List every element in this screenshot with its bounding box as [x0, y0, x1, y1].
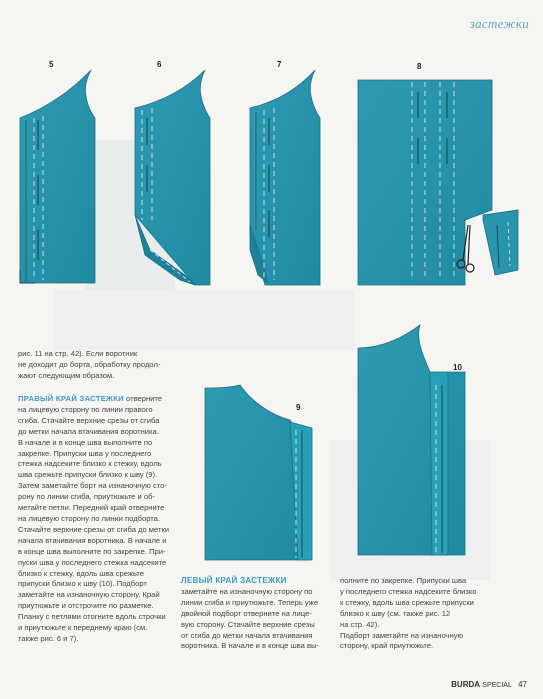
text-line: сторону, край приутюжьте.: [340, 641, 434, 651]
text-line: стежка надсеките близко к стежку, вдоль: [18, 459, 162, 469]
text-line: к стежку, вдоль шва срежьте припуски: [340, 597, 474, 607]
figure-8-drawing: [358, 80, 518, 285]
text-line: на лицевую сторону по линии подборта.: [18, 513, 160, 523]
right-closure-heading: ПРАВЫЙ КРАЙ ЗАСТЕЖКИ: [18, 394, 124, 403]
text-line: в конце шва выполните по закрепке. При-: [18, 546, 166, 556]
intro-text: [18, 349, 178, 382]
text-line: не доходит до борта, обработку продол-: [18, 359, 161, 369]
section-title: застежки: [469, 16, 529, 31]
left-closure-heading: ЛЕВЫЙ КРАЙ ЗАСТЕЖКИ: [181, 576, 287, 585]
text-line: вую сторону. Стачайте верхние срезы: [181, 619, 315, 629]
figure-6-label: 6: [157, 60, 162, 69]
figure-10-drawing: [358, 325, 465, 555]
text-line: линии сгиба и приутюжьте. Теперь уже: [181, 597, 319, 607]
figure-7-drawing: [250, 70, 320, 285]
text-line: от сгиба до метки начала втачивания: [181, 630, 313, 640]
left-closure-section: [181, 576, 341, 652]
text-line: близко к стежку, вдоль шва срежьте: [18, 568, 144, 578]
text-line: жают следующим образом.: [18, 370, 115, 380]
text-line: близко к шву (см. также рис. 12: [340, 608, 451, 618]
text-line: шва срежьте припуски близко к шву (9).: [18, 470, 158, 480]
page-footer: [451, 680, 527, 689]
figure-6-drawing: [135, 70, 210, 285]
text-line: полните по закрепке. Припуски шва: [340, 576, 467, 585]
figure-7-label: 7: [277, 60, 282, 69]
text-line: В начале и в конце шва выполните по: [18, 437, 153, 447]
text-line: ПРАВЫЙ КРАЙ ЗАСТЕЖКИ отверните: [18, 394, 163, 403]
figure-5-drawing: [20, 70, 95, 283]
text-line: воротника. В начале и в конце шва вы-: [181, 641, 319, 651]
text-line: пуски шва у последнего стежка надсеките: [18, 557, 167, 567]
text-line: Подборт заметайте на изнаночную: [340, 630, 464, 640]
text-line: закрепке. Припуски шва у последнего: [18, 448, 152, 458]
text-line: на стр. 42).: [340, 619, 380, 629]
text-line: двойной подборт отверните на лице-: [181, 608, 312, 618]
page-number: 47: [518, 680, 527, 689]
text-line: Затем заметайте борт на изнаночную сто-: [18, 481, 167, 491]
continued-text: [340, 576, 510, 652]
text-line: заметайте на изнаночную сторону. Край: [18, 590, 160, 600]
figure-10-label: 10: [453, 363, 462, 372]
text-line: приутюжьте и отстрочите по разметке.: [18, 601, 154, 611]
text-line: и приутюжьте к переднему краю (см.: [18, 623, 148, 633]
text-line: припуски близко к шву (10). Подборт: [18, 579, 147, 589]
text-line: сгиба. Стачайте верхние срезы от сгиба: [18, 415, 160, 425]
text-line: Стачайте верхние срезы от сгиба до метки: [18, 524, 170, 534]
text-line: у последнего стежка надсеките близко: [340, 586, 477, 596]
right-closure-section: [18, 394, 188, 645]
text-line: рис. 11 на стр. 42). Если воротник: [18, 349, 138, 358]
text-line: также рис. 6 и 7).: [18, 633, 79, 643]
text-line: Планку с петлями отогните вдоль строчки: [18, 612, 166, 622]
text-line: метайте петли. Передний край отверните: [18, 503, 165, 513]
figure-9-label: 9: [296, 403, 301, 412]
edition-name: SPECIAL: [482, 682, 512, 689]
brand-name: BURDA: [451, 680, 481, 689]
text-line: заметайте на изнаночную сторону по: [181, 586, 313, 596]
figure-5-label: 5: [49, 60, 54, 69]
text-line: рону по линии сгиба, приутюжьте и об-: [18, 492, 155, 502]
figure-8-label: 8: [417, 62, 422, 71]
text-line: начала втачивания воротника. В начале и: [18, 535, 167, 545]
text-line: до метки начала втачивания воротника.: [18, 426, 159, 436]
text-line: на лицевую сторону по линии правого: [18, 404, 153, 414]
